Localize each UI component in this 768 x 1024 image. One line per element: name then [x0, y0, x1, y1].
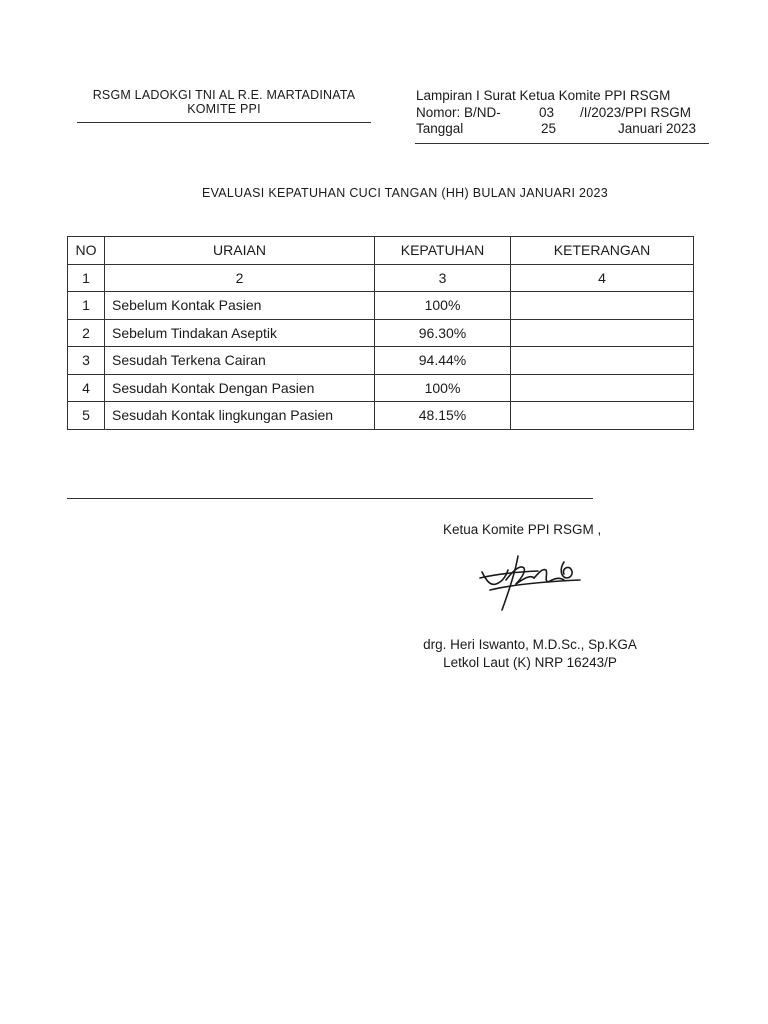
col-number: 4 — [511, 264, 694, 292]
signatory-block — [380, 636, 680, 672]
row-kepatuhan: 48.15% — [375, 402, 511, 430]
row-no: 1 — [68, 292, 105, 320]
row-keterangan — [511, 402, 694, 430]
row-keterangan — [511, 292, 694, 320]
signatory-name: drg. Heri Iswanto, M.D.Sc., Sp.KGA — [423, 637, 637, 652]
col-number: 1 — [68, 264, 105, 292]
col-header-keterangan: KETERANGAN — [511, 237, 694, 265]
signatory-title: Ketua Komite PPI RSGM , — [443, 522, 602, 537]
tanggal-day: 25 — [541, 121, 557, 136]
row-kepatuhan: 94.44% — [375, 347, 511, 375]
col-header-no: NO — [68, 237, 105, 265]
signatory-rank: Letkol Laut (K) NRP 16243/P — [443, 655, 617, 670]
tanggal-month-year: Januari 2023 — [618, 121, 697, 136]
document-title: EVALUASI KEPATUHAN CUCI TANGAN (HH) BULAN JANUARI 2023 — [201, 186, 609, 200]
separator-line — [67, 498, 593, 499]
row-kepatuhan: 96.30% — [375, 319, 511, 347]
committee-name: KOMITE PPI — [187, 102, 261, 116]
nomor-suffix: /I/2023/PPI RSGM — [580, 104, 692, 120]
row-no: 5 — [68, 402, 105, 430]
compliance-table — [67, 236, 694, 430]
row-kepatuhan: 100% — [375, 374, 511, 402]
col-header-kepatuhan: KEPATUHAN — [375, 237, 511, 265]
tanggal-label: Tanggal — [416, 121, 464, 136]
row-keterangan — [511, 374, 694, 402]
nomor-label: Nomor: B/ND- — [416, 104, 501, 120]
row-uraian: Sesudah Terkena Cairan — [105, 347, 375, 375]
row-uraian: Sebelum Tindakan Aseptik — [105, 319, 375, 347]
row-uraian: Sesudah Kontak Dengan Pasien — [105, 374, 375, 402]
col-number: 3 — [375, 264, 511, 292]
table-header-row — [68, 237, 694, 265]
header-reference — [416, 88, 708, 138]
row-no: 4 — [68, 374, 105, 402]
col-header-uraian: URAIAN — [105, 237, 375, 265]
row-no: 3 — [68, 347, 105, 375]
table-row — [68, 402, 694, 430]
row-keterangan — [511, 347, 694, 375]
handwritten-signature — [476, 550, 586, 616]
row-no: 2 — [68, 319, 105, 347]
row-uraian: Sebelum Kontak Pasien — [105, 292, 375, 320]
organization-name: RSGM LADOKGI TNI AL R.E. MARTADINATA — [92, 88, 356, 102]
column-number-row — [68, 264, 694, 292]
table-row — [68, 319, 694, 347]
nomor-number: 03 — [539, 104, 555, 120]
row-kepatuhan: 100% — [375, 292, 511, 320]
table-row — [68, 374, 694, 402]
header-right-underline — [415, 143, 709, 144]
col-number: 2 — [105, 264, 375, 292]
header-left-underline — [77, 122, 371, 123]
table-row — [68, 292, 694, 320]
table-row — [68, 347, 694, 375]
row-uraian: Sesudah Kontak lingkungan Pasien — [105, 402, 375, 430]
row-keterangan — [511, 319, 694, 347]
header-organization — [76, 88, 372, 116]
attachment-line: Lampiran I Surat Ketua Komite PPI RSGM — [416, 88, 671, 103]
